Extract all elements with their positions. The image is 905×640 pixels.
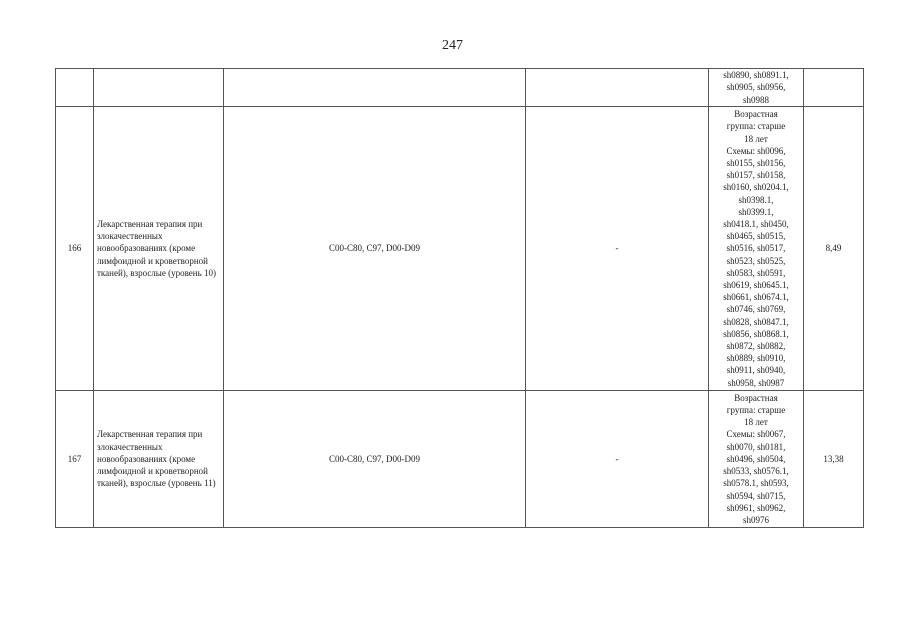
ksg-name: Лекарственная терапия при злокачественных новообразованиях (кроме лимфоидной и кроветворной тканей), взрослые (уровень 10) (94, 107, 224, 391)
num-cell (56, 69, 94, 107)
row-number: 166 (56, 107, 94, 391)
table-row (56, 391, 864, 528)
name-cell (94, 69, 224, 107)
extra-criteria-cell: sh0890, sh0891.1, sh0905, sh0956, sh0988 (709, 69, 804, 107)
ksg-name: Лекарственная терапия при злокачественных новообразованиях (кроме лимфоидной и кроветворной тканей), взрослые (уровень 11) (94, 391, 224, 528)
codes-cell (224, 69, 526, 107)
extra-criteria: Возрастная группа: старше 18 лет Схемы: sh0096, sh0155, sh0156, sh0157, sh0158, sh0160, sh0204.1, sh0398.1, sh0399.1, sh0418.1, sh0450, sh0465, sh0515, sh0516, sh0517, sh0523, sh0525, sh0583, sh0591, sh0619, sh0645.1, sh0661, sh0674.1, sh0746, sh0769, sh0828, sh0847.1, sh0856, sh0868.1, sh0872, sh0882, sh0889, sh0910, sh0911, sh0940, sh0958, sh0987 (709, 107, 804, 391)
tariff-table (55, 68, 864, 528)
icd-codes: C00-C80, C97, D00-D09 (224, 107, 526, 391)
row-number: 167 (56, 391, 94, 528)
dash-cell (526, 69, 709, 107)
page-number: 247 (442, 38, 463, 53)
icd-codes: C00-C80, C97, D00-D09 (224, 391, 526, 528)
coefficient: 13,38 (804, 391, 864, 528)
coef-cell (804, 69, 864, 107)
table-row (56, 107, 864, 391)
service-code: - (526, 391, 709, 528)
table-row-continuation (56, 69, 864, 107)
extra-criteria: Возрастная группа: старше 18 лет Схемы: sh0067, sh0070, sh0181, sh0496, sh0504, sh0533, sh0576.1, sh0578.1, sh0593, sh0594, sh0715, sh0961, sh0962, sh0976 (709, 391, 804, 528)
service-code: - (526, 107, 709, 391)
coefficient: 8,49 (804, 107, 864, 391)
